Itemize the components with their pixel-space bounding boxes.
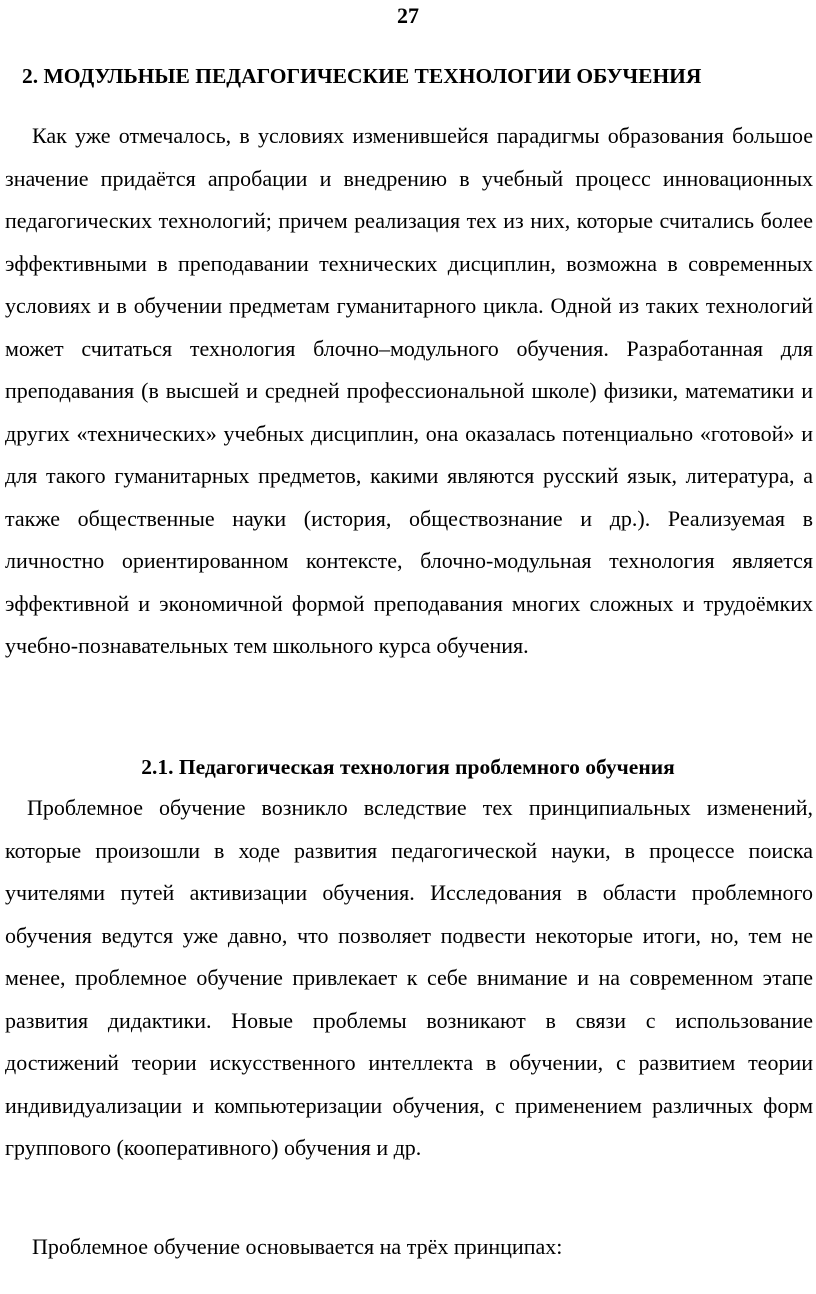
paragraph-principles: Проблемное обучение основывается на трёх принципах: [32,1234,563,1259]
paragraph-intro: Как уже отмечалось, в условиях изменившейся парадигмы образования большое значение придаётся апробации и внедрению в учебный процесс инновационных педагогических технологий; причем реализация тех из них, которые считались более эффективными в преподавании технических дисциплин, возможна в современных условиях и в обучении предметам гуманитарного цикла. Одной из таких технологий может считаться технология блочно–модульного обучения. Разработанная для преподавания (в высшей и средней профессиональной школе) физики, математики и других «технических» учебных дисциплин, она оказалась потенциально «готовой» и для такого гуманитарных предметов, какими являются русский язык, литература, а также общественные науки (история, обществознание и др.). Реализуемая в личностно ориентированном контексте, блочно-модульная технология является эффективной и экономичной формой преподавания многих сложных и трудоёмких учебно-познавательных тем школьного курса обучения. [5,123,813,658]
paragraph-problem-learning: Проблемное обучение возникло вследствие тех принципиальных изменений, которые произошли в ходе развития педагогической науки, в процессе поиска учителями путей активизации обучения. Исследования в области проблемного обучения ведутся уже давно, что позволяет подвести некоторые итоги, но, тем не менее, проблемное обучение привлекает к себе внимание и на современном этапе развития дидактики. Новые проблемы возникают в связи с использование достижений теории искусственного интеллекта в обучении, с развитием теории индивидуализации и компьютеризации обучения, с применением различных форм группового (кооперативного) обучения и др. [5,795,813,1160]
page-number: 27 [397,3,419,28]
section-title: 2.1. Педагогическая технология проблемного обучения [141,755,675,779]
chapter-title: 2. МОДУЛЬНЫЕ ПЕДАГОГИЧЕСКИЕ ТЕХНОЛОГИИ ОБУЧЕНИЯ [22,64,702,88]
